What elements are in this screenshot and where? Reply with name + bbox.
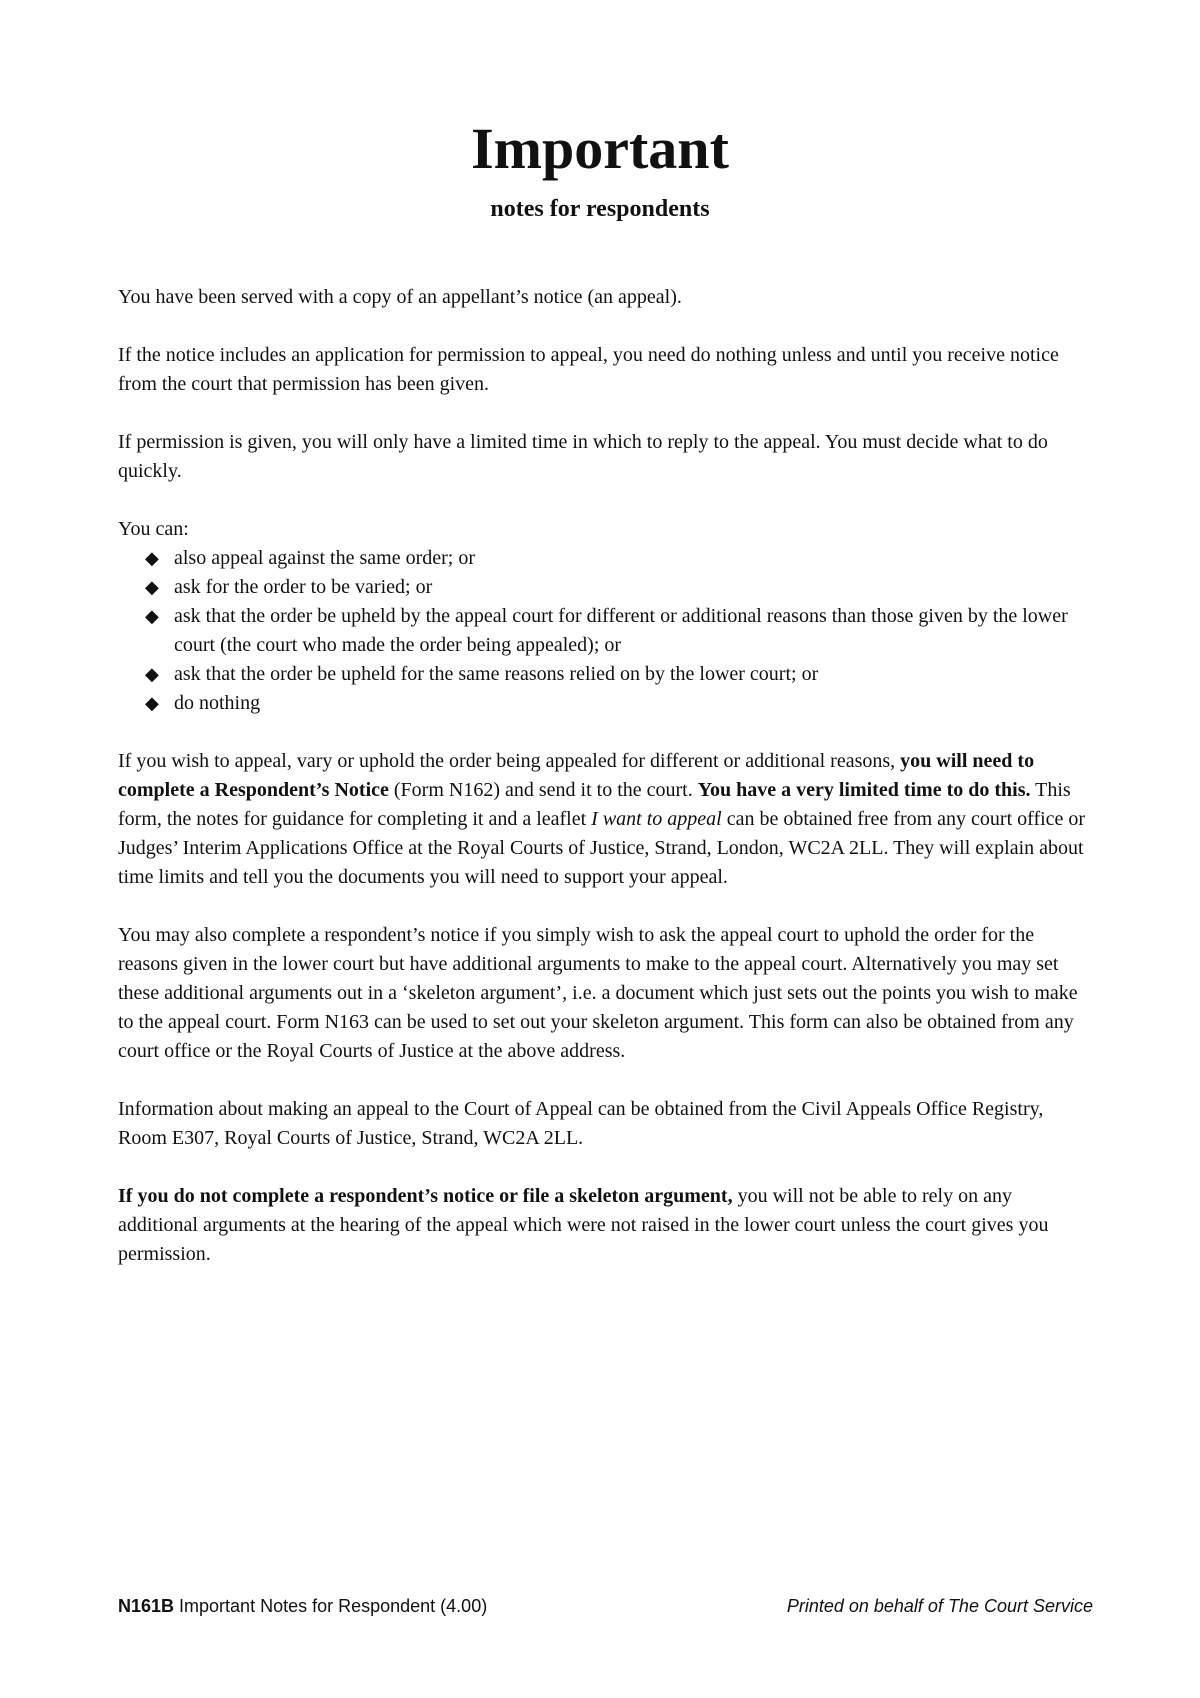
paragraph-served-notice: You have been served with a copy of an appellant’s notice (an appeal).	[118, 286, 682, 308]
paragraph-permission-application: If the notice includes an application for permission to appeal, you need do nothing unless and until you receive notice from the court that permission has been given.	[118, 344, 1059, 395]
list-item	[118, 602, 1093, 660]
emphasis-warning: If you do not complete a respondent’s notice or file a skeleton argument,	[118, 1185, 733, 1207]
text-segment: can be obtained free from any court office or Judges’ Interim Applications Office at the Royal Courts of Justice, Strand, London, WC2A 2LL. They will explain about time limits and tell you the documents you will need to support your appeal.	[118, 808, 1086, 888]
leaflet-title: I want to appeal	[591, 808, 722, 830]
diamond-bullet-icon: ◆	[145, 606, 159, 626]
list-item-text: ask that the order be upheld by the appeal court for different or additional reasons than those given by the lower court (the court who made the order being appealed); or	[174, 605, 1068, 656]
page-subtitle: notes for respondents	[490, 196, 710, 222]
printed-by: Printed on behalf of The Court Service	[786, 1596, 1093, 1616]
paragraph-respondents-notice	[118, 747, 1093, 892]
diamond-bullet-icon: ◆	[145, 664, 159, 684]
list-item-text: ask that the order be upheld for the same reasons relied on by the lower court; or	[174, 663, 819, 685]
text-segment: If you wish to appeal, vary or uphold the order being appealed for different or additional reasons,	[118, 750, 901, 772]
paragraph-limited-time: If permission is given, you will only have a limited time in which to reply to the appeal. You must decide what to do quickly.	[118, 431, 1048, 482]
form-reference	[118, 1596, 487, 1617]
list-item-text: ask for the order to be varied; or	[174, 576, 433, 598]
diamond-bullet-icon: ◆	[145, 548, 159, 568]
options-list	[118, 544, 1093, 718]
list-item-text: also appeal against the same order; or	[174, 547, 475, 569]
emphasis-complete-notice: you will need to complete a Respondent’s Notice	[118, 750, 1035, 801]
form-code: N161B	[118, 1596, 175, 1616]
list-item	[118, 544, 1093, 573]
list-item	[118, 660, 1093, 689]
list-item	[118, 573, 1093, 602]
form-description: Important Notes for Respondent (4.00)	[174, 1596, 488, 1616]
options-intro: You can:	[118, 518, 189, 540]
text-segment: This form, the notes for guidance for completing it and a leaflet	[118, 779, 1071, 830]
text-segment: (Form N162) and send it to the court.	[388, 779, 698, 801]
document-body	[118, 283, 1093, 1298]
text-segment: you will not be able to rely on any additional arguments at the hearing of the appeal which were not raised in the lower court unless the court gives you permission.	[118, 1185, 1049, 1265]
diamond-bullet-icon: ◆	[145, 577, 159, 597]
diamond-bullet-icon: ◆	[145, 693, 159, 713]
list-item	[118, 689, 1093, 718]
list-item-text: do nothing	[174, 692, 261, 714]
emphasis-limited-time: You have a very limited time to do this.	[697, 779, 1031, 801]
paragraph-skeleton-argument: You may also complete a respondent’s notice if you simply wish to ask the appeal court to uphold the order for the reasons given in the lower court but have additional arguments to make to the appeal court. Alternatively you may set these additional arguments out in a ‘skeleton argument’, i.e. a document which just sets out the points you wish to make to the appeal court. Form N163 can be used to set out your skeleton argument. This form can also be obtained from any court office or the Royal Courts of Justice at the above address.	[118, 924, 1078, 1062]
paragraph-warning	[118, 1182, 1093, 1269]
page-title: Important	[471, 116, 729, 181]
paragraph-court-of-appeal-info: Information about making an appeal to the Court of Appeal can be obtained from the Civil Appeals Office Registry, Room E307, Royal Courts of Justice, Strand, WC2A 2LL.	[118, 1098, 1044, 1149]
